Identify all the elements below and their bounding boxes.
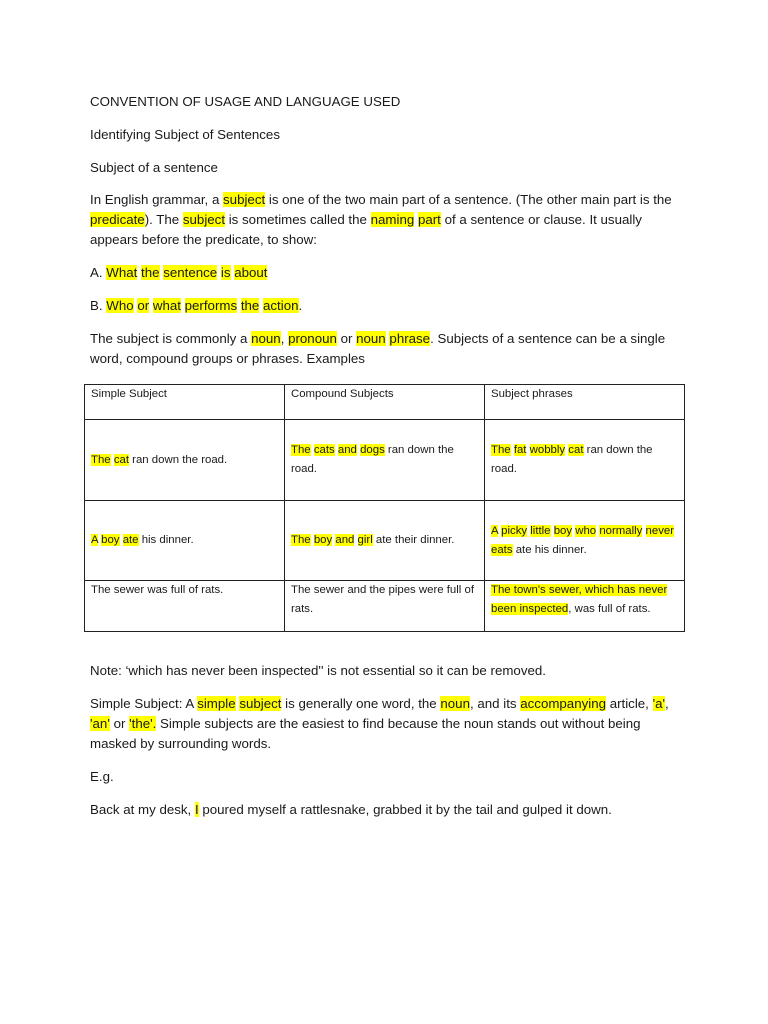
text-run: ,: [665, 696, 669, 711]
highlighted-text: simple: [197, 696, 236, 711]
highlighted-text: The: [491, 444, 511, 456]
highlighted-text: the: [141, 265, 160, 280]
text-run: In English grammar, a: [90, 192, 224, 207]
text-run: Back at my desk,: [90, 802, 195, 817]
highlighted-text: part: [417, 212, 441, 227]
highlighted-text: accompanying: [520, 696, 606, 711]
intro-paragraph: [90, 190, 690, 250]
table-cell: [285, 581, 485, 632]
highlighted-text: wobbly: [529, 444, 566, 456]
section-heading: Subject of a sentence: [90, 160, 218, 175]
document-subtitle: Identifying Subject of Sentences: [90, 127, 280, 142]
table-cell: [485, 501, 685, 581]
text-run: Note: ‘which has never been inspected'' is not essential so it can be removed.: [90, 663, 546, 678]
simple-subject-paragraph: [90, 694, 690, 754]
text-run: Simple subjects are the easiest to find because the noun stands out without being masked by surrounding words.: [90, 716, 641, 751]
highlighted-text: 'an': [90, 716, 110, 731]
highlighted-text: is: [220, 265, 231, 280]
table-cell: [85, 420, 285, 501]
text-run: poured myself a rattlesnake, grabbed it by the tail and gulped it down.: [198, 802, 612, 817]
text-run: . Subjects of a sentence can be a single word, compound groups or phrases. Examples: [90, 331, 666, 366]
table-header-row: [85, 385, 685, 420]
highlighted-text: A: [91, 534, 98, 546]
highlighted-text: predicate: [90, 212, 145, 227]
table-row: [85, 581, 685, 632]
table-cell: [485, 581, 685, 632]
highlighted-text: normally: [599, 524, 643, 537]
highlighted-text: or: [137, 298, 150, 313]
text-run: his dinner.: [138, 534, 194, 546]
highlighted-text: picky: [501, 524, 528, 537]
highlighted-text: noun: [251, 331, 281, 346]
highlighted-text: cat: [568, 444, 584, 456]
highlighted-text: about: [234, 265, 268, 280]
text-run: ran down the road.: [491, 444, 653, 475]
table-cell: [85, 501, 285, 581]
highlighted-text: 'a': [652, 696, 666, 711]
text-run: .: [298, 298, 303, 313]
highlighted-text: phrase: [389, 331, 431, 346]
highlighted-text: naming: [370, 212, 415, 227]
text-run: ). The: [144, 212, 183, 227]
highlighted-text: little: [530, 524, 551, 537]
highlighted-text: noun: [356, 331, 386, 346]
text-run: article,: [606, 696, 653, 711]
text-run: ran down the road.: [291, 444, 454, 475]
table-cell: [85, 581, 285, 632]
text-run: of a sentence or clause. It usually appears before the predicate, to show:: [90, 212, 642, 247]
highlighted-text: fat: [513, 444, 527, 456]
highlighted-text: subject: [239, 696, 282, 711]
text-run: B.: [90, 298, 107, 313]
highlighted-text: pronoun: [288, 331, 337, 346]
highlighted-text: action: [263, 298, 299, 313]
highlighted-text: and: [337, 444, 357, 456]
highlighted-text: Who: [106, 298, 134, 313]
text-run: ,: [280, 331, 289, 346]
text-run: is generally one word, the: [281, 696, 441, 711]
highlighted-text: subject: [182, 212, 226, 227]
highlighted-text: performs: [184, 298, 238, 313]
header-subject-phrases: Subject phrases: [485, 385, 685, 420]
highlighted-text: dogs: [360, 444, 385, 456]
table-cell: [485, 420, 685, 501]
text-run: , was full of rats.: [568, 603, 651, 615]
highlighted-text: never: [645, 524, 675, 537]
highlighted-text: the: [240, 298, 260, 313]
highlighted-text: 'the'.: [129, 716, 157, 731]
table-row: [85, 501, 685, 581]
text-run: The sewer and the pipes were full of rats.: [291, 584, 474, 615]
highlighted-text: cats: [313, 444, 335, 456]
text-run: , and its: [469, 696, 521, 711]
highlighted-text: I: [194, 802, 199, 817]
subject-types-paragraph: [90, 329, 690, 369]
header-simple-subject: Simple Subject: [85, 385, 285, 420]
document-title: CONVENTION OF USAGE AND LANGUAGE USED: [90, 94, 401, 109]
highlighted-text: girl: [357, 534, 373, 546]
highlighted-text: boy: [553, 524, 573, 537]
highlighted-text: sentence: [163, 265, 218, 280]
highlighted-text: cat: [113, 453, 130, 466]
highlighted-text: boy: [313, 534, 333, 546]
text-run: is sometimes called the: [225, 212, 371, 227]
highlighted-text: A: [491, 524, 498, 537]
text-run: ate his dinner.: [512, 543, 587, 556]
text-run: ran down the road.: [129, 453, 228, 466]
subject-examples-table: [84, 384, 685, 632]
list-item-a: [90, 263, 690, 283]
highlighted-text: who: [575, 524, 597, 537]
eg-label: E.g.: [90, 769, 114, 784]
table-cell: [285, 420, 485, 501]
table-row: [85, 420, 685, 501]
highlighted-text: subject: [223, 192, 266, 207]
table-cell: [285, 501, 485, 581]
list-item-b: [90, 296, 690, 316]
highlighted-text: The: [291, 534, 311, 546]
highlighted-text: The town's sewer, which has never been inspected: [491, 584, 668, 615]
highlighted-text: The: [291, 444, 311, 456]
text-run: The sewer was full of rats.: [91, 584, 224, 596]
header-compound-subjects: Compound Subjects: [285, 385, 485, 420]
text-run: A.: [90, 265, 107, 280]
highlighted-text: The: [91, 453, 111, 466]
text-run: ate their dinner.: [372, 534, 455, 546]
text-run: The subject is commonly a: [90, 331, 252, 346]
highlighted-text: What: [106, 265, 138, 280]
note-paragraph: [90, 661, 690, 681]
highlighted-text: eats: [491, 543, 513, 556]
highlighted-text: what: [152, 298, 181, 313]
highlighted-text: boy: [101, 534, 120, 546]
text-run: or: [336, 331, 357, 346]
highlighted-text: noun: [440, 696, 470, 711]
highlighted-text: and: [335, 534, 355, 546]
example-sentence: [90, 800, 690, 820]
text-run: or: [109, 716, 130, 731]
text-run: is one of the two main part of a sentence. (The other main part is the: [265, 192, 672, 207]
text-run: Simple Subject: A: [90, 696, 198, 711]
highlighted-text: ate: [122, 534, 139, 546]
